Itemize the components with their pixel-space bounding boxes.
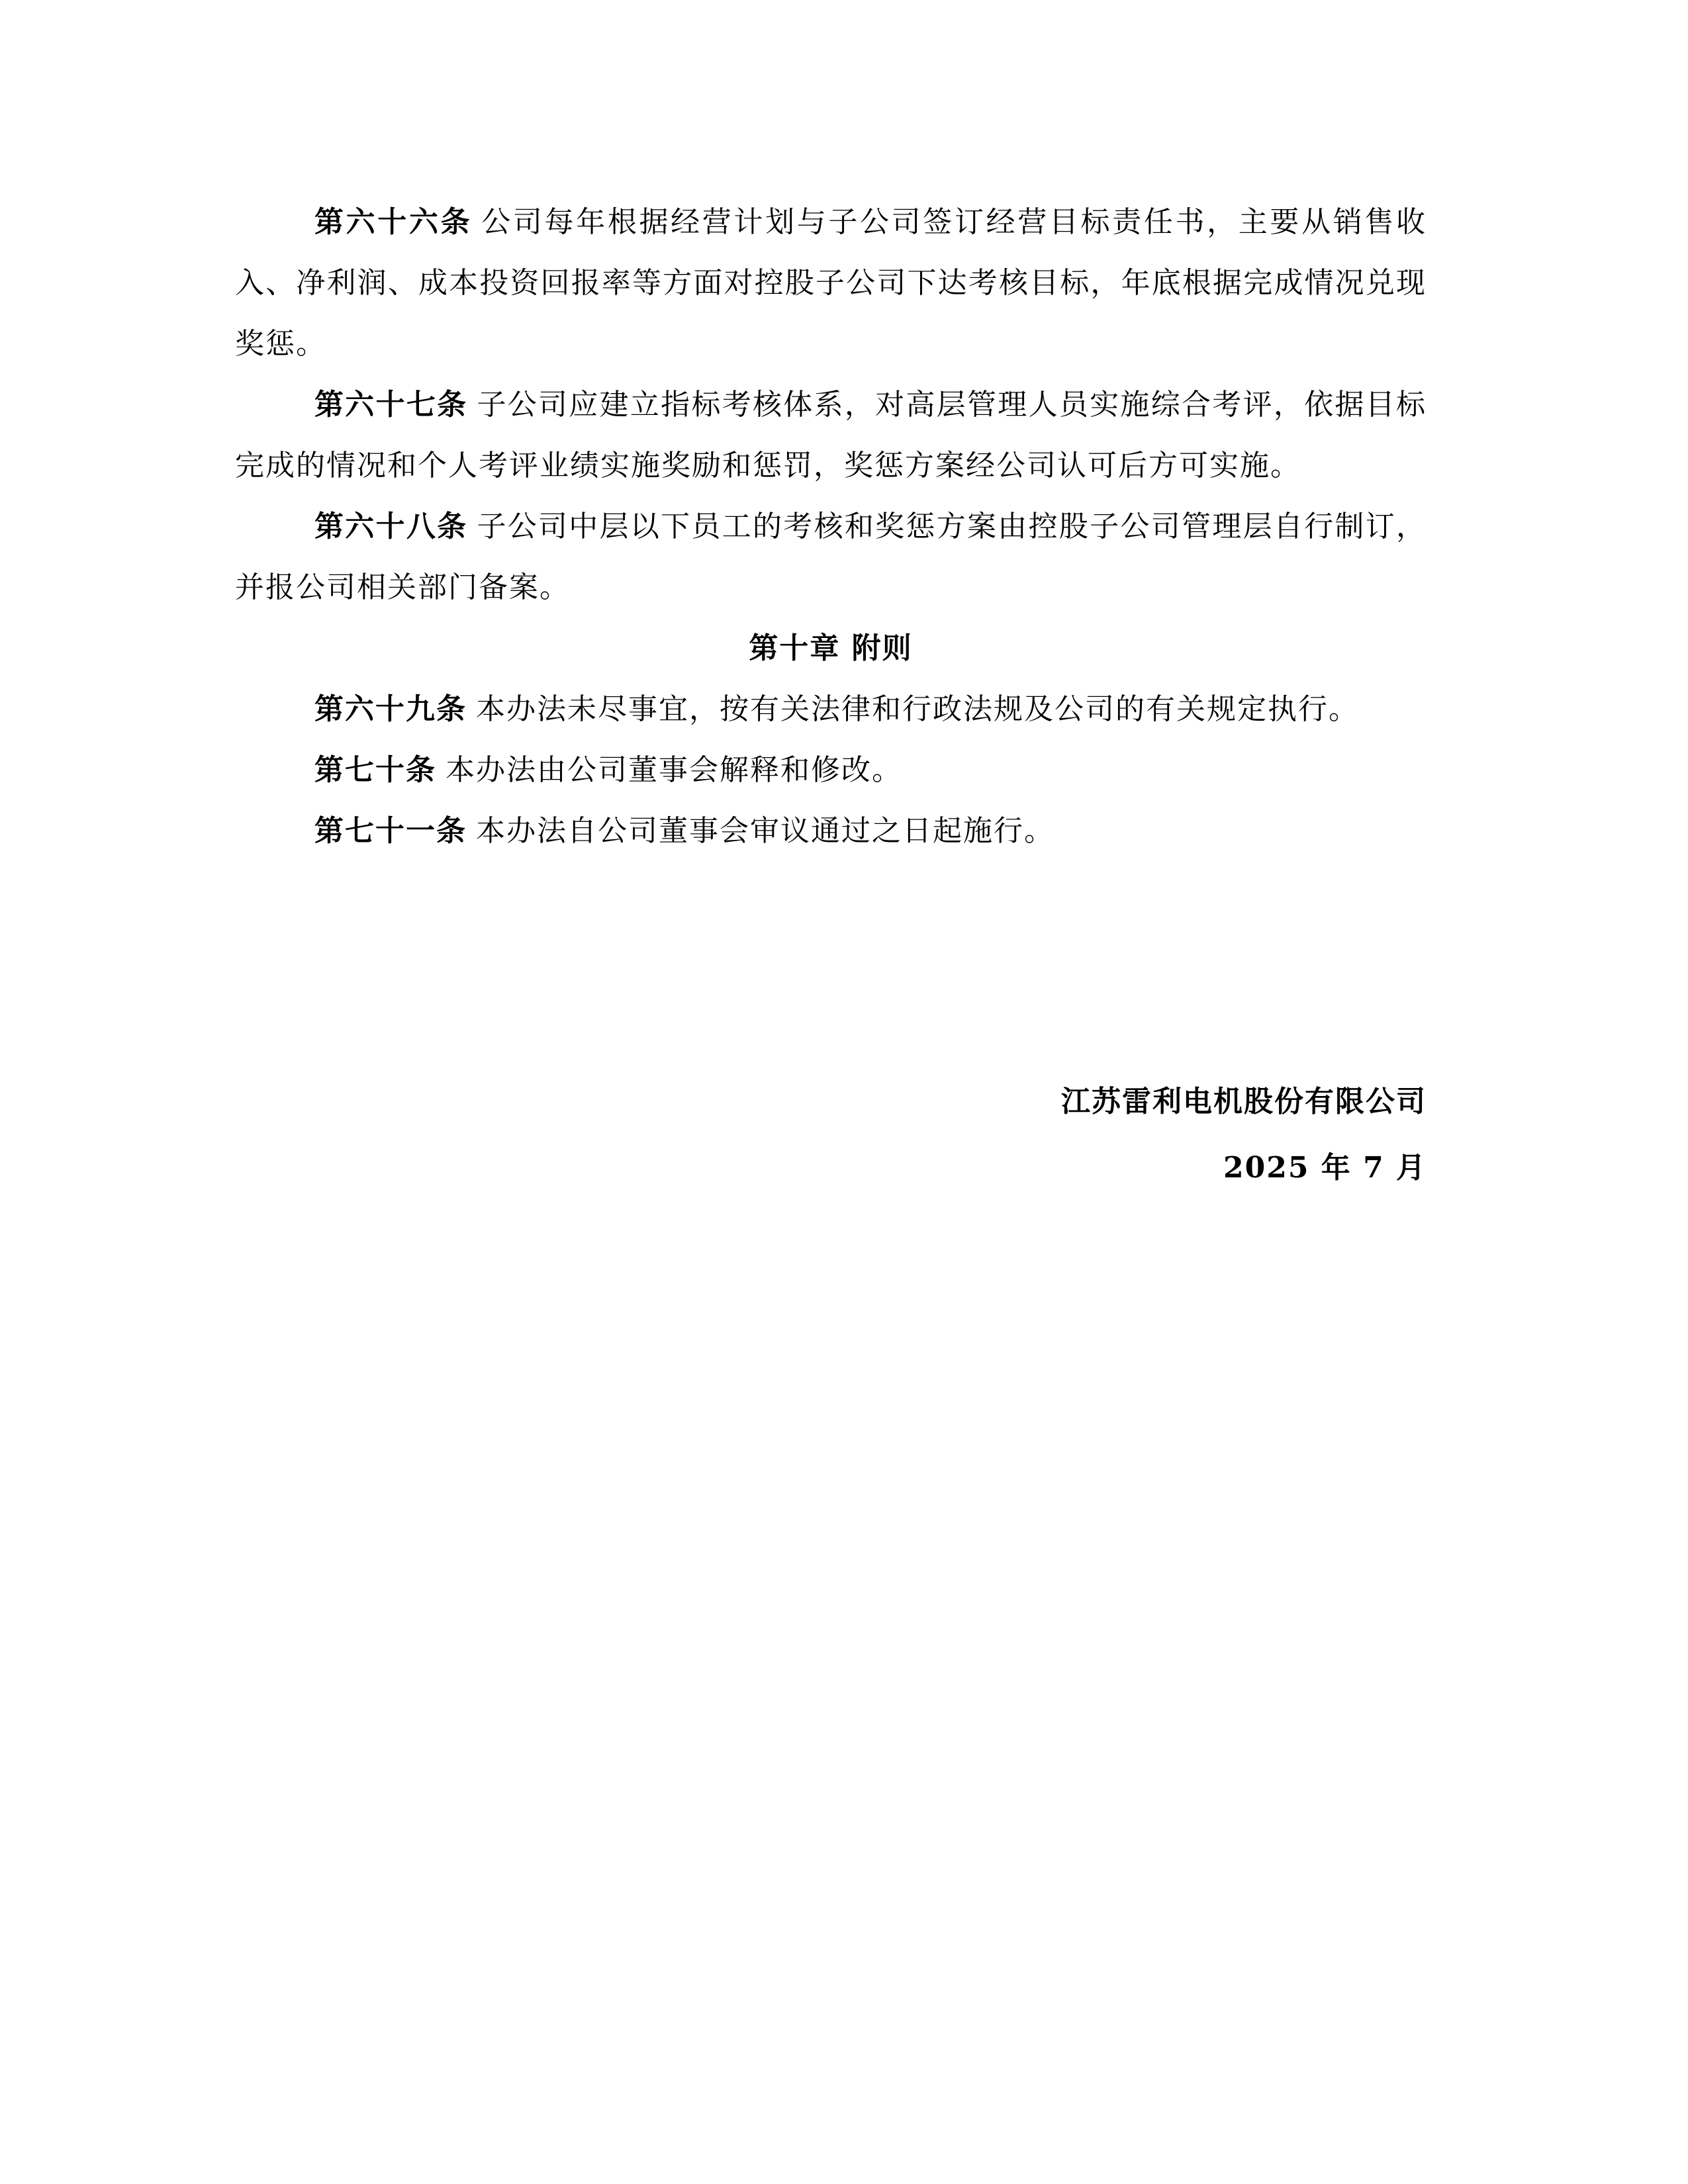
signature-date: 2025 年 7 月: [1223, 1151, 1427, 1185]
article-label: 第七十一条: [314, 814, 467, 848]
article-71: [235, 801, 1427, 862]
article-text: 本办法由公司董事会解释和修改。: [445, 753, 902, 787]
article-67: [235, 375, 1427, 496]
article-label: 第六十九条: [314, 692, 467, 726]
article-68: [235, 496, 1427, 618]
article-label: 第六十六条: [314, 205, 473, 239]
article-69: [235, 679, 1427, 740]
article-70: [235, 740, 1427, 801]
article-text: 公司每年根据经营计划与子公司签订经营目标责任书，主要从销售收入、净利润、成本投资回报率等方面对控股子公司下达考核目标，年底根据完成情况兑现奖惩。: [235, 205, 1427, 361]
signature-block: [1061, 1069, 1427, 1201]
chapter-title: 第十章 附则: [749, 631, 913, 665]
article-text: 子公司应建立指标考核体系，对高层管理人员实施综合考评，依据目标完成的情况和个人考评业绩实施奖励和惩罚，奖惩方案经公司认可后方可实施。: [235, 388, 1427, 482]
article-text: 本办法自公司董事会审议通过之日起施行。: [476, 814, 1055, 848]
article-label: 第六十七条: [314, 388, 468, 422]
article-label: 第六十八条: [314, 510, 468, 543]
document-body: [235, 192, 1427, 862]
article-text: 子公司中层以下员工的考核和奖惩方案由控股子公司管理层自行制订，并报公司相关部门备案。: [235, 510, 1427, 604]
article-66: [235, 192, 1427, 375]
company-name: 江苏雷利电机股份有限公司: [1061, 1085, 1427, 1118]
article-text: 本办法未尽事宜，按有关法律和行政法规及公司的有关规定执行。: [476, 692, 1359, 726]
article-label: 第七十条: [314, 753, 436, 787]
